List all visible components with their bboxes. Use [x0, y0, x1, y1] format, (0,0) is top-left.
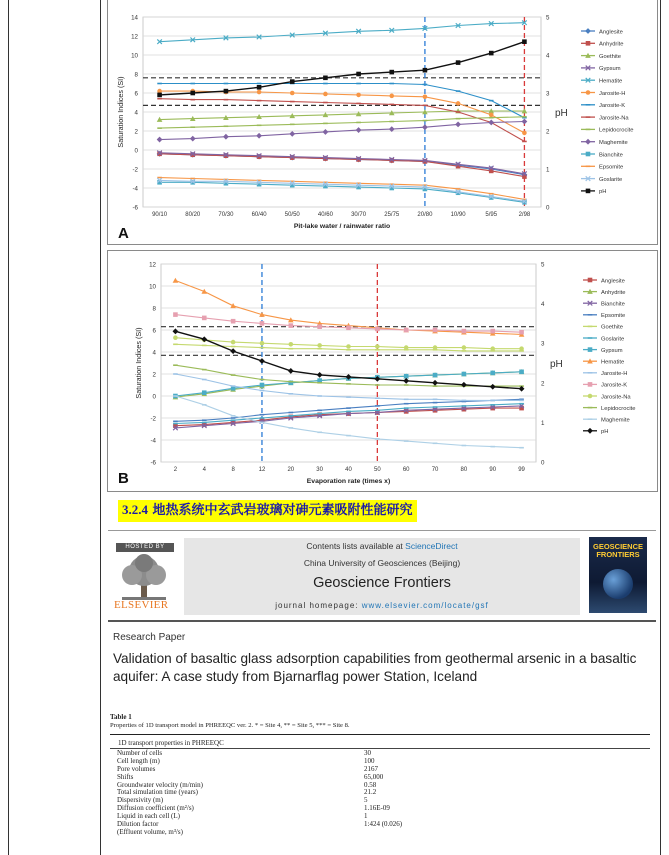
- y-tick-label: 8: [134, 71, 138, 79]
- data-point: [588, 394, 593, 399]
- table-body: [117, 750, 517, 837]
- hosted-by-label: HOSTED BY: [116, 543, 174, 552]
- x-tick-label: 4: [202, 467, 206, 473]
- cover-title: GEOSCIENCE FRONTIERS: [592, 542, 643, 559]
- table-cell-key: Number of cells: [117, 749, 163, 757]
- chart-panel-a: [107, 0, 658, 245]
- table-header: 1D transport properties in PHREEQC: [118, 739, 224, 747]
- section-number: 3.2.4: [122, 502, 148, 517]
- data-point: [173, 312, 178, 317]
- y2-tick-label: 2: [546, 128, 550, 136]
- legend-label: Jarosite-H: [601, 371, 628, 378]
- y-tick-label: 6: [152, 327, 156, 335]
- data-point: [202, 316, 207, 321]
- data-point: [462, 329, 467, 334]
- legend-label: Anglesite: [601, 278, 625, 285]
- data-point: [586, 152, 591, 157]
- y-tick-label: 10: [149, 283, 156, 291]
- table-caption: Properties of 1D transport model in PHREEQC ver. 2. * = Site 4, ** = Site 5, *** = Site 8.: [110, 722, 350, 729]
- legend-label: Anhydrite: [599, 41, 624, 48]
- table-cell-value: 1: [364, 812, 368, 821]
- data-point: [489, 51, 494, 56]
- x-axis-label: Pit-lake water / rainwater ratio: [293, 223, 391, 230]
- data-point: [456, 101, 461, 106]
- data-point: [490, 371, 495, 376]
- panel-letter: A: [118, 225, 129, 242]
- journal-info-panel: [184, 538, 580, 615]
- legend-label: Jarosite-Na: [599, 115, 629, 122]
- data-point: [489, 113, 494, 118]
- chart-panel-b: [107, 250, 658, 492]
- y-tick-label: 8: [152, 305, 156, 313]
- data-point: [190, 91, 195, 96]
- legend-label: pH: [599, 189, 607, 196]
- y2-tick-label: 2: [541, 380, 545, 388]
- data-point: [289, 342, 294, 347]
- legend-label: Jarosite-Na: [601, 394, 631, 401]
- legend-label: Goethite: [599, 53, 621, 60]
- y2-tick-label: 4: [541, 301, 545, 309]
- table-cell-key: Cell length (m): [117, 756, 160, 765]
- table-header-rule: [110, 748, 650, 749]
- data-point: [323, 92, 328, 97]
- data-point: [588, 278, 593, 283]
- legend-label: Epsomite: [599, 164, 624, 171]
- legend-label: Goethite: [601, 324, 623, 331]
- y-tick-label: 12: [131, 33, 138, 41]
- table-row: [117, 829, 517, 837]
- y2-tick-label: 1: [541, 419, 545, 427]
- table-cell-key: Liquid in each cell (L): [117, 812, 180, 821]
- y2-tick-label: 5: [546, 14, 550, 22]
- data-point: [317, 343, 322, 348]
- x-tick-label: 8: [231, 467, 235, 473]
- institution-name: China University of Geosciences (Beijing): [303, 558, 461, 568]
- data-point: [522, 131, 527, 136]
- table-cell-value: 2167: [364, 764, 378, 773]
- legend-label: Gypsum: [601, 347, 623, 354]
- page-column-divider: [100, 0, 101, 855]
- data-point: [290, 91, 295, 96]
- x-tick-label: 60/40: [251, 212, 267, 218]
- journal-cover-image: [589, 537, 647, 613]
- x-tick-label: 60: [402, 467, 410, 473]
- data-point: [456, 60, 461, 65]
- legend-label: Bianchite: [601, 301, 625, 308]
- legend-label: Jarosite-K: [599, 103, 626, 110]
- y-tick-label: -6: [150, 459, 156, 467]
- y-axis-label: Saturation Indices (SI): [116, 76, 125, 148]
- table-cell-key: Total simulation time (years): [117, 788, 198, 797]
- data-point: [588, 382, 593, 387]
- table-cell-value: 100: [364, 756, 375, 765]
- table-row: [117, 750, 517, 758]
- x-tick-label: 30: [316, 467, 323, 473]
- legend-label: Anglesite: [599, 29, 623, 36]
- x-tick-label: 30/70: [351, 212, 367, 218]
- banner-top-rule: [108, 530, 656, 531]
- data-point: [317, 324, 322, 329]
- y2-tick-label: 4: [546, 52, 550, 60]
- y2-axis-label: pH: [555, 108, 568, 119]
- contents-line: [184, 541, 580, 551]
- contents-prefix: Contents lists available at: [306, 541, 406, 551]
- x-tick-label: 2: [173, 467, 178, 473]
- table-cell-value: 0.58: [364, 780, 377, 789]
- table-row: [117, 813, 517, 821]
- legend-label: Lepidocrocite: [601, 405, 636, 412]
- x-tick-label: 40: [345, 467, 352, 473]
- y-tick-label: 4: [152, 349, 156, 357]
- table-cell-key: Shifts: [117, 772, 134, 781]
- x-tick-label: 50/50: [284, 212, 300, 218]
- table-cell-value: 21.2: [364, 788, 377, 797]
- legend-label: Maghemite: [601, 417, 630, 424]
- x-tick-label: 10/90: [450, 212, 466, 218]
- legend-label: Anhydrite: [601, 289, 626, 296]
- x-tick-label: 90/10: [152, 212, 168, 218]
- table-cell-value: 1.16E-09: [364, 804, 390, 813]
- data-point: [585, 139, 591, 145]
- data-point: [490, 346, 495, 351]
- data-point: [346, 344, 351, 349]
- page-left-border: [0, 0, 9, 855]
- data-point: [490, 329, 495, 334]
- x-tick-label: 20: [287, 467, 295, 473]
- y-tick-label: -6: [132, 204, 138, 212]
- y-tick-label: 2: [134, 128, 138, 136]
- legend-label: Jarosite-K: [601, 382, 628, 389]
- table-row: [117, 758, 517, 766]
- x-tick-label: 50: [374, 467, 381, 473]
- x-tick-label: 70/30: [218, 212, 234, 218]
- y2-axis-label: pH: [550, 359, 563, 370]
- y-tick-label: 0: [152, 393, 156, 401]
- data-point: [462, 372, 467, 377]
- y-tick-label: 6: [134, 90, 138, 98]
- homepage-link[interactable]: www.elsevier.com/locate/gsf: [361, 601, 489, 610]
- legend-label: Epsomite: [601, 313, 626, 320]
- y-tick-label: 14: [131, 14, 138, 22]
- chart-a-svg: [108, 0, 657, 244]
- table-cell-key: Diffusion coefficient (m²/s): [117, 804, 194, 813]
- data-point: [519, 346, 524, 351]
- x-axis-label: Evaporation rate (times x): [306, 478, 391, 485]
- table-top-rule: [110, 734, 650, 735]
- section-title: 地热系统中玄武岩玻璃对砷元素吸附性能研究: [148, 503, 413, 518]
- y-tick-label: 10: [131, 52, 138, 60]
- data-point: [157, 93, 162, 98]
- data-point: [522, 39, 527, 44]
- data-point: [404, 374, 409, 379]
- data-point: [375, 327, 380, 332]
- x-tick-label: 40/60: [317, 212, 333, 218]
- y-axis-label: Saturation Indices (SI): [134, 327, 143, 399]
- data-point: [257, 90, 262, 95]
- y-tick-label: 0: [134, 147, 138, 155]
- table-row: [117, 766, 517, 774]
- table-cell-key: Dispersivity (m): [117, 796, 164, 805]
- data-point: [433, 373, 438, 378]
- x-tick-label: 25/75: [384, 212, 400, 218]
- table-cell-key: Groundwater velocity (m/min): [117, 780, 203, 789]
- y2-tick-label: 0: [541, 459, 545, 467]
- data-point: [519, 330, 524, 335]
- x-tick-label: 80/20: [185, 212, 201, 218]
- table-cell-value: 5: [364, 796, 368, 805]
- data-point: [323, 76, 328, 81]
- data-point: [586, 189, 591, 194]
- legend-label: Maghemite: [599, 140, 628, 146]
- data-point: [356, 93, 361, 98]
- article-title: Validation of basaltic glass adsorption capabilities from geothermal arsenic in a basaltic aquifer: A case study from Bjarnarflag power Station, Iceland: [113, 651, 637, 684]
- sciencedirect-link[interactable]: ScienceDirect: [405, 541, 458, 551]
- y2-tick-label: 3: [541, 340, 545, 348]
- plot-area: [161, 264, 536, 462]
- legend-label: Jarosite-H: [599, 90, 626, 97]
- data-point: [423, 95, 428, 100]
- elsevier-wordmark: ELSEVIER: [114, 599, 169, 611]
- data-point: [356, 72, 361, 77]
- chart-b-svg: [108, 251, 657, 491]
- y-tick-label: -4: [150, 437, 156, 445]
- cover-globe: [603, 569, 633, 599]
- y-tick-label: 4: [134, 109, 138, 117]
- legend-label: Goslarite: [599, 176, 623, 183]
- y-tick-label: 2: [152, 371, 156, 379]
- table-cell-key: Dilution factor: [117, 820, 159, 829]
- table-cell-key: Pore volumes: [117, 764, 156, 773]
- data-point: [423, 68, 428, 73]
- section-heading: [118, 500, 417, 522]
- legend-label: Hematite: [599, 78, 623, 85]
- data-point: [289, 323, 294, 328]
- data-point: [585, 28, 591, 34]
- page-right-border: [660, 0, 661, 855]
- panel-letter: B: [118, 470, 129, 487]
- x-tick-label: 90: [489, 467, 497, 473]
- legend-label: Hematite: [601, 359, 625, 366]
- legend-label: Goslarite: [601, 336, 625, 343]
- table-cell-value: 65,000: [364, 772, 384, 781]
- x-tick-label: 12: [258, 467, 266, 473]
- data-point: [260, 383, 265, 388]
- data-point: [433, 345, 438, 350]
- data-point: [433, 328, 438, 333]
- banner-bottom-rule: [108, 620, 656, 622]
- table-row: [117, 789, 517, 797]
- legend-label: Gypsum: [599, 66, 621, 73]
- data-point: [231, 319, 236, 324]
- y2-tick-label: 1: [546, 166, 550, 174]
- y-tick-label: -2: [132, 166, 138, 174]
- data-point: [587, 428, 593, 434]
- table-label: Table 1: [110, 713, 132, 721]
- table-cell-key: (Effluent volume, m³/s): [117, 827, 183, 836]
- x-tick-label: 20/80: [417, 212, 433, 218]
- journal-banner: [108, 533, 588, 615]
- data-point: [586, 90, 591, 95]
- x-tick-label: 99: [518, 467, 525, 473]
- data-point: [260, 321, 265, 326]
- data-point: [260, 341, 265, 346]
- data-point: [404, 328, 409, 333]
- homepage-line: [184, 601, 580, 610]
- journal-name: Geoscience Frontiers: [313, 575, 451, 591]
- x-tick-label: 70: [431, 467, 439, 473]
- data-point: [586, 41, 591, 46]
- data-point: [173, 335, 178, 340]
- data-point: [224, 89, 229, 94]
- data-point: [231, 340, 236, 345]
- y-tick-label: -4: [132, 185, 138, 193]
- data-point: [404, 345, 409, 350]
- data-point: [389, 94, 394, 99]
- data-point: [588, 347, 593, 352]
- data-point: [389, 70, 394, 75]
- legend-label: Lepidocrocite: [599, 127, 634, 134]
- legend-label: pH: [601, 429, 609, 436]
- x-tick-label: 5/95: [485, 212, 498, 218]
- y2-tick-label: 0: [546, 204, 550, 212]
- x-tick-label: 80: [460, 467, 468, 473]
- table-cell-value: 1:424 (0.026): [364, 820, 403, 829]
- y-tick-label: -2: [150, 415, 156, 423]
- data-point: [290, 79, 295, 84]
- data-point: [462, 345, 467, 350]
- article-type: Research Paper: [113, 632, 186, 643]
- x-tick-label: 2/98: [518, 212, 531, 218]
- homepage-prefix: journal homepage:: [275, 601, 362, 610]
- elsevier-tree-logo: [114, 553, 174, 601]
- data-point: [375, 344, 380, 349]
- y2-tick-label: 5: [541, 261, 545, 269]
- data-point: [202, 390, 207, 395]
- y2-tick-label: 3: [546, 90, 550, 98]
- data-point: [257, 85, 262, 90]
- data-point: [519, 370, 524, 375]
- y-tick-label: 12: [149, 261, 156, 269]
- legend-label: Bianchite: [599, 152, 623, 159]
- data-point: [346, 326, 351, 331]
- table-cell-value: 30: [364, 749, 371, 757]
